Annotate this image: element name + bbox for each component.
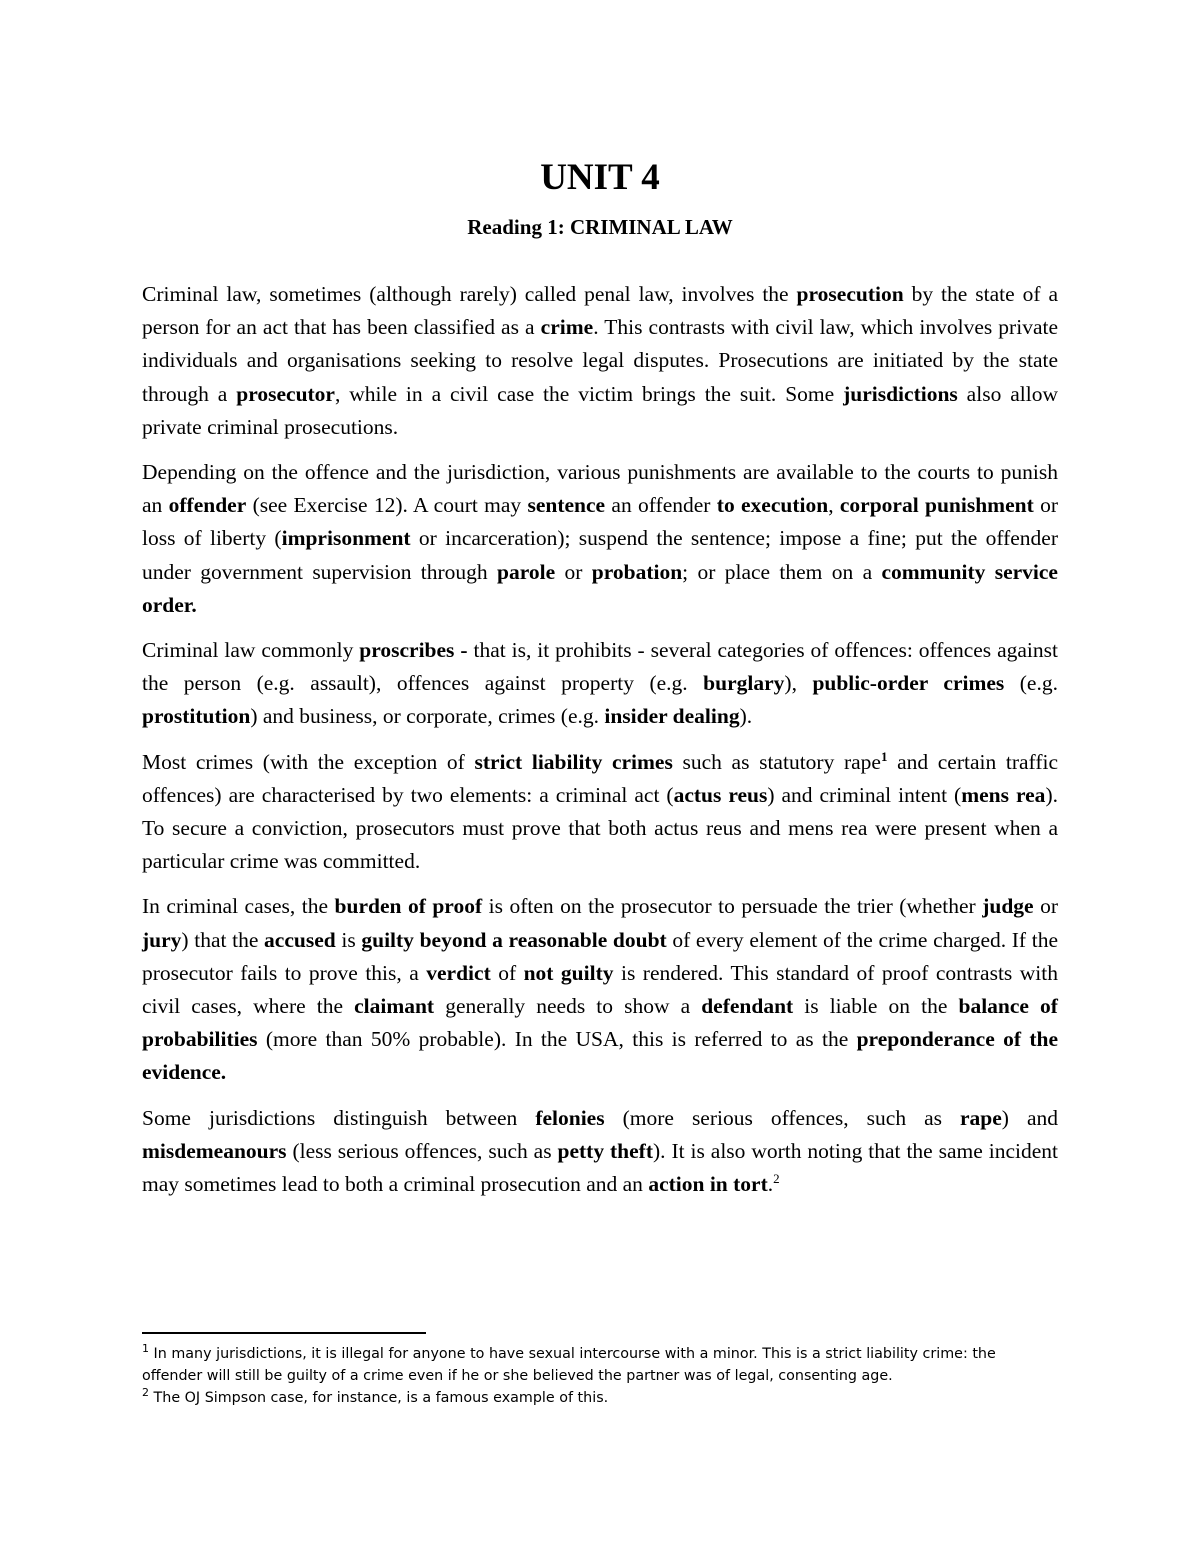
- key-term: jurisdictions: [843, 381, 958, 406]
- text-run: (more serious offences, such as: [604, 1105, 960, 1130]
- text-run: Depending on the offence and the jurisdiction, various punishments are available to the courts to punish an: [142, 460, 1058, 518]
- paragraph: [142, 746, 1058, 879]
- unit-title: UNIT 4: [540, 157, 660, 198]
- key-term: rape: [960, 1105, 1002, 1130]
- text-run: ) and business, or corporate, crimes (e.g.: [250, 704, 605, 729]
- key-term: proscribes -: [359, 638, 468, 663]
- key-term: public-order crimes: [812, 671, 1005, 696]
- text-run: ,: [828, 493, 840, 518]
- text-run: and certain traffic offences) are characterised by two elements: a criminal act (: [142, 749, 1059, 807]
- key-term: prosecution: [796, 282, 904, 306]
- key-term: action in tort: [648, 1172, 768, 1197]
- text-run: Some jurisdictions distinguish between: [142, 1105, 536, 1130]
- text-run: In criminal cases, the: [142, 894, 335, 919]
- text-run: or: [555, 559, 592, 584]
- text-run: Criminal law commonly: [142, 638, 360, 663]
- text-run: an offender: [605, 493, 717, 518]
- footnote-mark: 2: [142, 1386, 149, 1400]
- key-term: parole: [497, 559, 556, 584]
- text-run: or: [1033, 894, 1058, 919]
- footnotes: [142, 1343, 1058, 1409]
- text-run: is often on the prosecutor to persuade the trier (whether: [482, 894, 983, 919]
- key-term: jury: [142, 927, 182, 952]
- footnote-reference: 2: [773, 1170, 780, 1186]
- text-run: , while in a civil case the victim brings the suit. Some: [334, 381, 844, 406]
- text-run: . This contrasts with civil law, which involves private individuals and organisations seeking to resolve legal disputes. Prosecutions are initiated by the state through a: [142, 315, 1059, 406]
- key-term: petty theft: [557, 1138, 653, 1163]
- text-run: by the state of a person for an act that has been classified as a: [142, 282, 1058, 340]
- text-run: of: [490, 960, 524, 985]
- key-term: judge: [982, 894, 1034, 919]
- footnote-separator: [142, 1332, 426, 1334]
- text-run: ) and: [1001, 1105, 1059, 1130]
- key-term: burden of proof: [334, 894, 483, 919]
- key-term: crime: [540, 315, 594, 340]
- paragraph: [142, 456, 1058, 622]
- key-term: claimant: [354, 994, 435, 1019]
- text-run: (less serious offences, such as: [286, 1138, 558, 1163]
- footnote-reference: 1: [880, 748, 888, 764]
- text-run: ),: [784, 671, 813, 696]
- key-term: to execution: [716, 493, 829, 518]
- text-run: ) that the: [181, 927, 265, 952]
- text-run: Criminal law, sometimes (although rarely) called penal law, involves the: [142, 282, 797, 306]
- text-run: .: [767, 1172, 774, 1197]
- key-term: accused: [264, 927, 336, 952]
- key-term: preponderance of the evidence.: [142, 1027, 1058, 1085]
- key-term: mens rea: [961, 782, 1046, 807]
- key-term: felonies: [535, 1105, 605, 1130]
- text-run: ). It is also worth noting that the same incident may sometimes lead to both a criminal prosecution and an: [142, 1138, 1058, 1197]
- footnote: [142, 1343, 1058, 1387]
- text-run: ).: [739, 704, 753, 729]
- reading-body: [142, 278, 1058, 1213]
- text-run: ; or place them on a: [682, 559, 882, 584]
- key-term: corporal punishment: [839, 493, 1034, 518]
- key-term: burglary: [703, 671, 785, 696]
- paragraph: [142, 278, 1058, 444]
- key-term: imprisonment: [281, 526, 411, 551]
- text-run: such as statutory rape: [672, 749, 881, 774]
- text-run: is liable on the: [793, 994, 959, 1019]
- text-run: is: [335, 927, 362, 952]
- key-term: probation: [591, 559, 683, 584]
- text-run: Most crimes (with the exception of: [142, 749, 475, 774]
- text-run: also allow private criminal prosecutions.: [142, 381, 1058, 439]
- key-term: prosecutor: [236, 381, 335, 406]
- footnote: [142, 1387, 1058, 1409]
- text-run: of every element of the crime charged. If the prosecutor fails to prove this, a: [142, 927, 1058, 985]
- text-run: (see Exercise 12). A court may: [246, 493, 528, 518]
- text-run: or loss of liberty (: [142, 493, 1058, 551]
- text-run: or incarceration); suspend the sentence; impose a fine; put the offender under government supervision through: [142, 526, 1058, 584]
- key-term: misdemeanours: [142, 1138, 287, 1163]
- text-run: that is, it prohibits - several categories of offences: offences against the person (e.g. assault), offences against property (e.g.: [142, 638, 1058, 696]
- key-term: actus reus: [673, 782, 768, 807]
- key-term: balance of probabilities: [142, 994, 1058, 1052]
- key-term: guilty beyond a reasonable doubt: [361, 927, 667, 952]
- paragraph: [142, 1102, 1058, 1202]
- key-term: insider dealing: [604, 704, 740, 729]
- text-run: generally needs to show a: [434, 994, 702, 1019]
- key-term: defendant: [701, 994, 794, 1019]
- footnote-text: The OJ Simpson case, for instance, is a famous example of this.: [149, 1390, 609, 1406]
- footnote-text: In many jurisdictions, it is illegal for anyone to have sexual intercourse with a minor. This is a strict liability crime: the offender will still be guilty of a crime even if he or she believed the partner was of legal, consenting age.: [142, 1346, 996, 1384]
- key-term: offender: [168, 493, 247, 518]
- text-run: (e.g.: [1004, 671, 1058, 696]
- text-run: (more than 50% probable). In the USA, this is referred to as the: [257, 1027, 857, 1052]
- footnote-mark: 1: [142, 1342, 149, 1356]
- key-term: verdict: [426, 960, 491, 985]
- text-run: ). To secure a conviction, prosecutors must prove that both actus reus and mens rea were present when a particular crime was committed.: [142, 782, 1058, 874]
- paragraph: [142, 634, 1058, 734]
- key-term: prostitution: [142, 704, 251, 729]
- key-term: sentence: [527, 493, 606, 518]
- key-term: strict liability crimes: [474, 749, 673, 774]
- text-run: ) and criminal intent (: [767, 782, 962, 807]
- reading-title: Reading 1: CRIMINAL LAW: [467, 215, 733, 239]
- text-run: is rendered. This standard of proof contrasts with civil cases, where the: [142, 960, 1058, 1019]
- key-term: community service order.: [142, 559, 1058, 617]
- paragraph: [142, 890, 1058, 1089]
- key-term: not guilty: [523, 960, 614, 985]
